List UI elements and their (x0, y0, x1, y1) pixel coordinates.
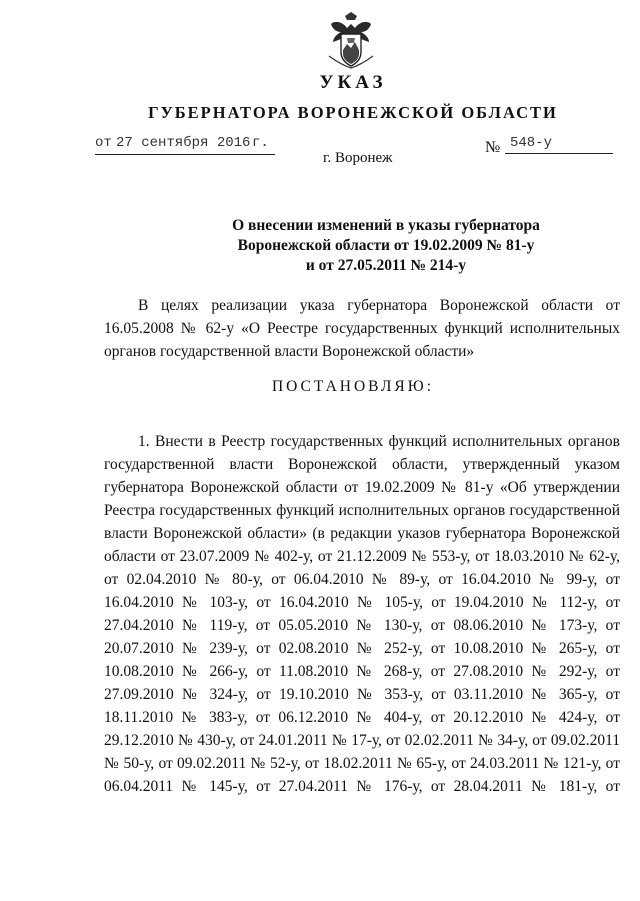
subject-line: О внесении изменений в указы губернатора (232, 217, 540, 234)
subject-line: и от 27.05.2011 № 214-у (305, 257, 467, 274)
item-1-line: 29.12.2010 № 430-у, от 24.01.2011 № 17-у, от 02.02.2011 № 34-у, от 09.02.2011 (104, 732, 620, 749)
subject-line: Воронежской области от 19.02.2009 № 81-у (237, 237, 535, 254)
item-1-line: Реестра государственных функций исполнительных органов государственной (104, 502, 620, 519)
item-1-line: власти Воронежской области» (в редакции указов губернатора Воронежской (104, 525, 620, 542)
preamble-line: органов государственной власти Воронежской области» (104, 343, 475, 360)
issuing-authority: ГУБЕРНАТОРА ВОРОНЕЖСКОЙ ОБЛАСТИ (148, 103, 558, 122)
item-1-line: 27.04.2010 № 119-у, от 05.05.2010 № 130-у, от 08.06.2010 № 173-у, от (104, 617, 620, 634)
item-1-line: от 02.04.2010 № 80-у, от 06.04.2010 № 89-у, от 16.04.2010 № 99-у, от (104, 571, 620, 588)
item-1-line: 20.07.2010 № 239-у, от 02.08.2010 № 252-у, от 10.08.2010 № 265-у, от (104, 640, 620, 657)
item-1-line: 10.08.2010 № 266-у, от 11.08.2010 № 268-у, от 27.08.2010 № 292-у, от (104, 663, 620, 680)
item-1-line: 16.04.2010 № 103-у, от 16.04.2010 № 105-у, от 19.04.2010 № 112-у, от (104, 594, 620, 611)
item-1-paragraph (104, 430, 620, 798)
document-type-title: УКАЗ (319, 72, 387, 93)
date-value: 27 сентября 2016 (116, 135, 251, 151)
item-1-line: 1. Внести в Реестр государственных функций исполнительных органов (138, 433, 620, 450)
item-1-line: 27.09.2010 № 324-у, от 19.10.2010 № 353-у, от 03.11.2010 № 365-у, от (104, 686, 620, 703)
item-1-line: № 50-у, от 09.02.2011 № 52-у, от 18.02.2011 № 65-у, от 24.03.2011 № 121-у, от (104, 755, 620, 772)
city-name: г. Воронеж (323, 150, 393, 166)
number-value: 548-у (510, 135, 553, 151)
date-prefix: от (95, 135, 112, 151)
preamble-line: 16.05.2008 № 62-у «О Реестре государственных функций исполнительных (104, 320, 620, 337)
item-1-line: губернатора Воронежской области от 19.02.2009 № 81-у «Об утверждении (104, 479, 620, 496)
decree-subject (180, 216, 592, 276)
preamble-line: В целях реализации указа губернатора Воронежской области от (138, 297, 620, 314)
item-1-line: 06.04.2011 № 145-у, от 27.04.2011 № 176-у, от 28.04.2011 № 181-у, от (104, 778, 620, 795)
date-suffix: г. (252, 135, 269, 151)
preamble-paragraph (104, 294, 620, 363)
resolve-heading: ПОСТАНОВЛЯЮ: (271, 378, 435, 395)
coat-of-arms-icon (325, 10, 377, 70)
item-1-line: государственной власти Воронежской области, утвержденный указом (104, 456, 620, 473)
item-1-line: 18.11.2010 № 383-у, от 06.12.2010 № 404-у, от 20.12.2010 № 424-у, от (104, 709, 620, 726)
item-1-line: области от 23.07.2009 № 402-у, от 21.12.2009 № 553-у, от 18.03.2010 № 62-у, (104, 548, 620, 565)
number-label: № (485, 139, 501, 156)
